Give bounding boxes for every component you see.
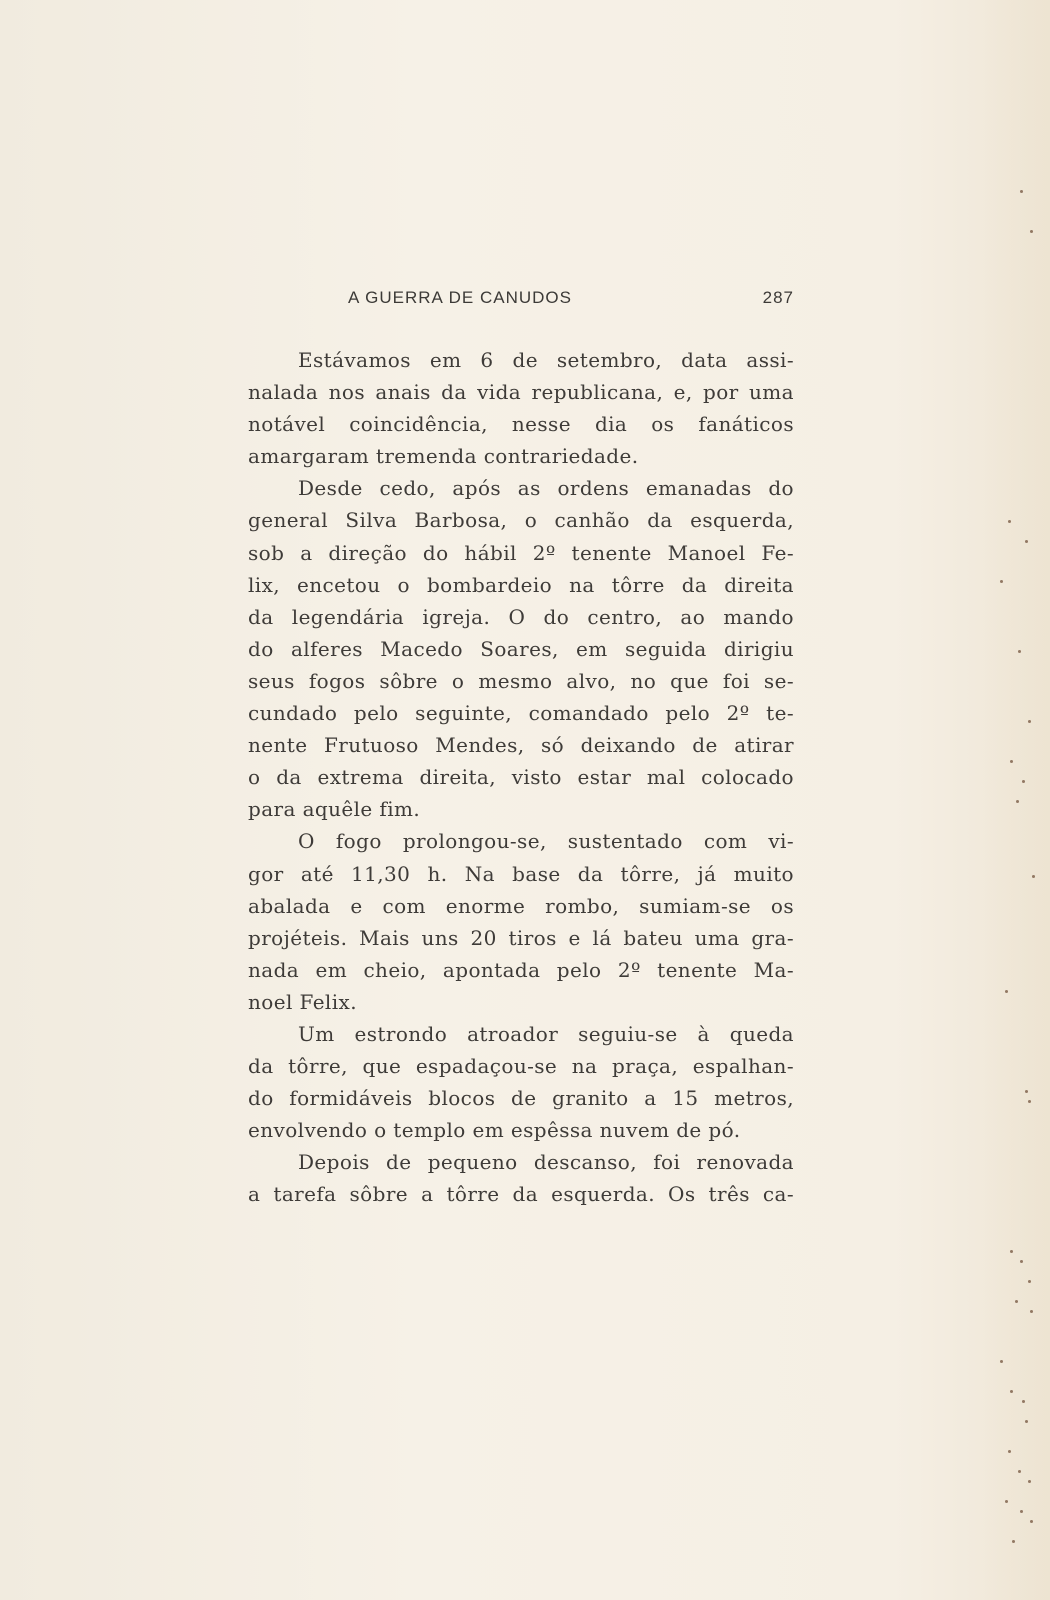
text-line: gor até 11,30 h. Na base da tôrre, já muito — [248, 861, 794, 886]
text-line: notável coincidência, nesse dia os fanáticos — [248, 412, 794, 437]
foxing-speck — [1000, 1360, 1003, 1363]
foxing-speck — [1000, 580, 1003, 583]
text-line: da tôrre, que espadaçou-se na praça, espalhan- — [248, 1054, 794, 1079]
foxing-speck — [1008, 1450, 1011, 1453]
text-line: noel Felix. — [248, 989, 357, 1014]
foxing-speck — [1005, 990, 1008, 993]
text-line: envolvendo o templo em espêssa nuvem de pó. — [248, 1118, 741, 1143]
text-line: do formidáveis blocos de granito a 15 metros, — [248, 1086, 794, 1111]
foxing-speck — [1028, 1480, 1031, 1483]
foxing-speck — [1030, 1310, 1033, 1313]
foxing-speck — [1020, 1510, 1023, 1513]
text-line: do alferes Macedo Soares, em seguida dirigiu — [248, 636, 794, 661]
foxing-speck — [1020, 190, 1023, 193]
text-line: nada em cheio, apontada pelo 2º tenente Ma- — [248, 957, 794, 982]
foxing-speck — [1030, 1520, 1033, 1523]
body-text — [248, 344, 794, 1211]
foxing-speck — [1015, 1300, 1018, 1303]
text-line: Desde cedo, após as ordens emanadas do — [298, 476, 794, 501]
foxing-speck — [1016, 800, 1019, 803]
text-line: nente Frutuoso Mendes, só deixando de atirar — [248, 733, 794, 758]
text-line: O fogo prolongou-se, sustentado com vi- — [298, 829, 794, 854]
foxing-speck — [1032, 875, 1035, 878]
foxing-speck — [1030, 230, 1033, 233]
foxing-speck — [1028, 1280, 1031, 1283]
foxing-speck — [1018, 1470, 1021, 1473]
text-line: lix, encetou o bombardeio na tôrre da direita — [248, 572, 794, 597]
text-line: a tarefa sôbre a tôrre da esquerda. Os três ca- — [248, 1182, 794, 1207]
foxing-speck — [1020, 1260, 1023, 1263]
foxing-speck — [1005, 1500, 1008, 1503]
text-line: Depois de pequeno descanso, foi renovada — [298, 1150, 794, 1175]
foxing-speck — [1025, 540, 1028, 543]
foxing-speck — [1010, 760, 1013, 763]
foxing-speck — [1010, 1390, 1013, 1393]
text-line: projéteis. Mais uns 20 tiros e lá bateu uma gra- — [248, 925, 794, 950]
text-line: para aquêle fim. — [248, 797, 421, 822]
foxing-speck — [1025, 1090, 1028, 1093]
text-line: Estávamos em 6 de setembro, data assi- — [298, 348, 794, 372]
text-line: da legendária igreja. O do centro, ao mando — [248, 604, 794, 629]
text-line: sob a direção do hábil 2º tenente Manoel Fe- — [248, 540, 794, 565]
text-line: general Silva Barbosa, o canhão da esquerda, — [248, 508, 794, 533]
foxing-speck — [1018, 650, 1021, 653]
page-number: 287 — [762, 288, 794, 307]
foxing-speck — [1028, 1100, 1031, 1103]
text-line: cundado pelo seguinte, comandado pelo 2º te- — [248, 701, 794, 726]
foxing-speck — [1010, 1250, 1013, 1253]
text-line: o da extrema direita, visto estar mal colocado — [248, 765, 794, 790]
foxing-speck — [1022, 1400, 1025, 1403]
text-line: nalada nos anais da vida republicana, e, por uma — [248, 380, 794, 405]
foxing-specks — [980, 0, 1040, 1600]
foxing-speck — [1025, 1420, 1028, 1423]
text-line: Um estrondo atroador seguiu-se à queda — [298, 1021, 794, 1046]
running-head — [248, 288, 794, 310]
foxing-speck — [1028, 720, 1031, 723]
text-line: amargaram tremenda contrariedade. — [248, 444, 639, 469]
running-title: A GUERRA DE CANUDOS — [348, 288, 572, 307]
foxing-speck — [1008, 520, 1011, 523]
text-line: seus fogos sôbre o mesmo alvo, no que foi se- — [248, 668, 794, 693]
foxing-speck — [1022, 780, 1025, 783]
foxing-speck — [1012, 1540, 1015, 1543]
text-line: abalada e com enorme rombo, sumiam-se os — [248, 893, 794, 918]
